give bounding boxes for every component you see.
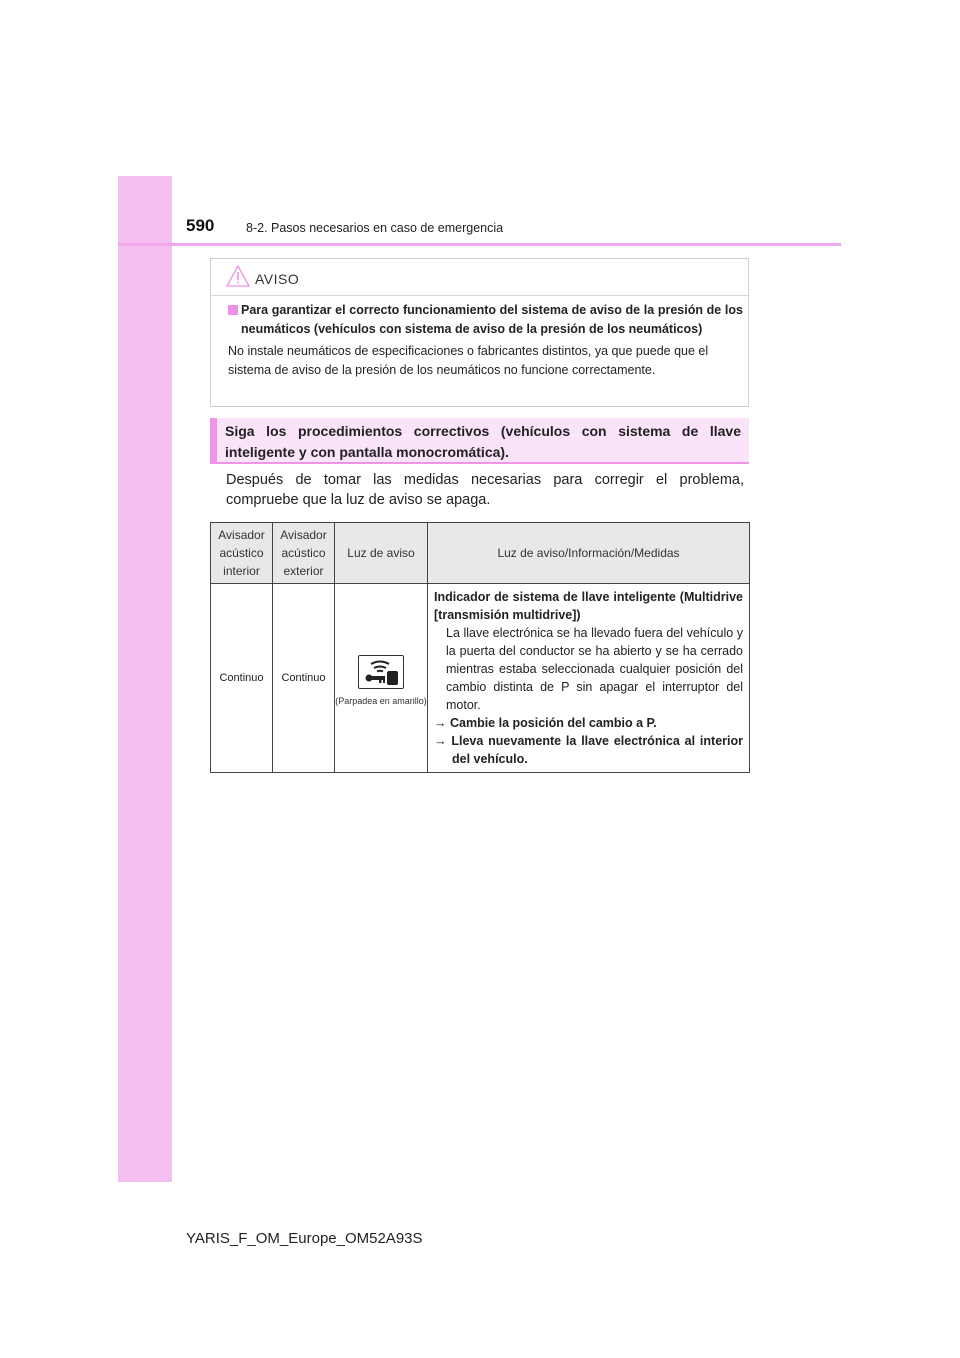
indicator-description: La llave electrónica se ha llevado fuera del vehículo y la puerta del conductor se ha abierto y se ha cerrado mientras estaba seleccionada cualquier posición del cambio distinta de P sin apagar el interruptor del motor. [446, 626, 743, 712]
warning-box [210, 258, 749, 407]
section-title: 8-2. Pasos necesarios en caso de emergencia [246, 221, 504, 235]
blink-note: (Parpadea en amarillo) [335, 695, 427, 706]
procedure-intro: Después de tomar las medidas necesarias para corregir el problema, compruebe que la luz de aviso se apaga. [226, 472, 744, 508]
header-divider [118, 243, 841, 246]
header-exterior-buzzer: Avisador acústico exterior [273, 523, 335, 584]
square-bullet-icon [228, 305, 238, 315]
procedure-heading: Siga los procedimientos correctivos (vehículos con sistema de llave inteligente y con pantalla monocromática). [210, 418, 749, 464]
table-row [211, 584, 750, 773]
warning-light-table [210, 522, 750, 773]
details-cell [428, 584, 750, 773]
warning-divider [211, 295, 748, 296]
chapter-sidebar-tab [118, 176, 172, 1182]
warning-heading-text: Para garantizar el correcto funcionamiento del sistema de aviso de la presión de los neumáticos (vehículos con sistema de aviso de la presión de los neumáticos) [241, 303, 743, 336]
action-item: → Lleva nuevamente la llave electrónica al interior del vehículo. [434, 734, 743, 766]
indicator-title: Indicador de sistema de llave inteligente (Multidrive [transmisión multidrive]) [434, 590, 743, 622]
warning-body [228, 301, 743, 379]
header-warning-light: Luz de aviso [335, 523, 428, 584]
warning-light-cell [335, 584, 428, 773]
page-number: 590 [186, 216, 215, 235]
document-id: YARIS_F_OM_Europe_OM52A93S [186, 1230, 423, 1247]
exterior-buzzer-cell: Continuo [273, 584, 335, 773]
warning-label: AVISO [255, 270, 300, 287]
interior-buzzer-cell: Continuo [211, 584, 273, 773]
table-header-row [211, 523, 750, 584]
warning-heading [228, 301, 743, 338]
warning-text: No instale neumáticos de especificaciones o fabricantes distintos, ya que puede que el sistema de aviso de la presión de los neumáticos no funcione correctamente. [228, 344, 709, 377]
header-interior-buzzer: Avisador acústico interior [211, 523, 273, 584]
smart-key-indicator-icon [358, 655, 404, 689]
warning-triangle-icon [225, 264, 251, 293]
action-item: → Cambie la posición del cambio a P. [434, 716, 657, 730]
warning-title [225, 264, 299, 293]
header-details: Luz de aviso/Información/Medidas [428, 523, 750, 584]
